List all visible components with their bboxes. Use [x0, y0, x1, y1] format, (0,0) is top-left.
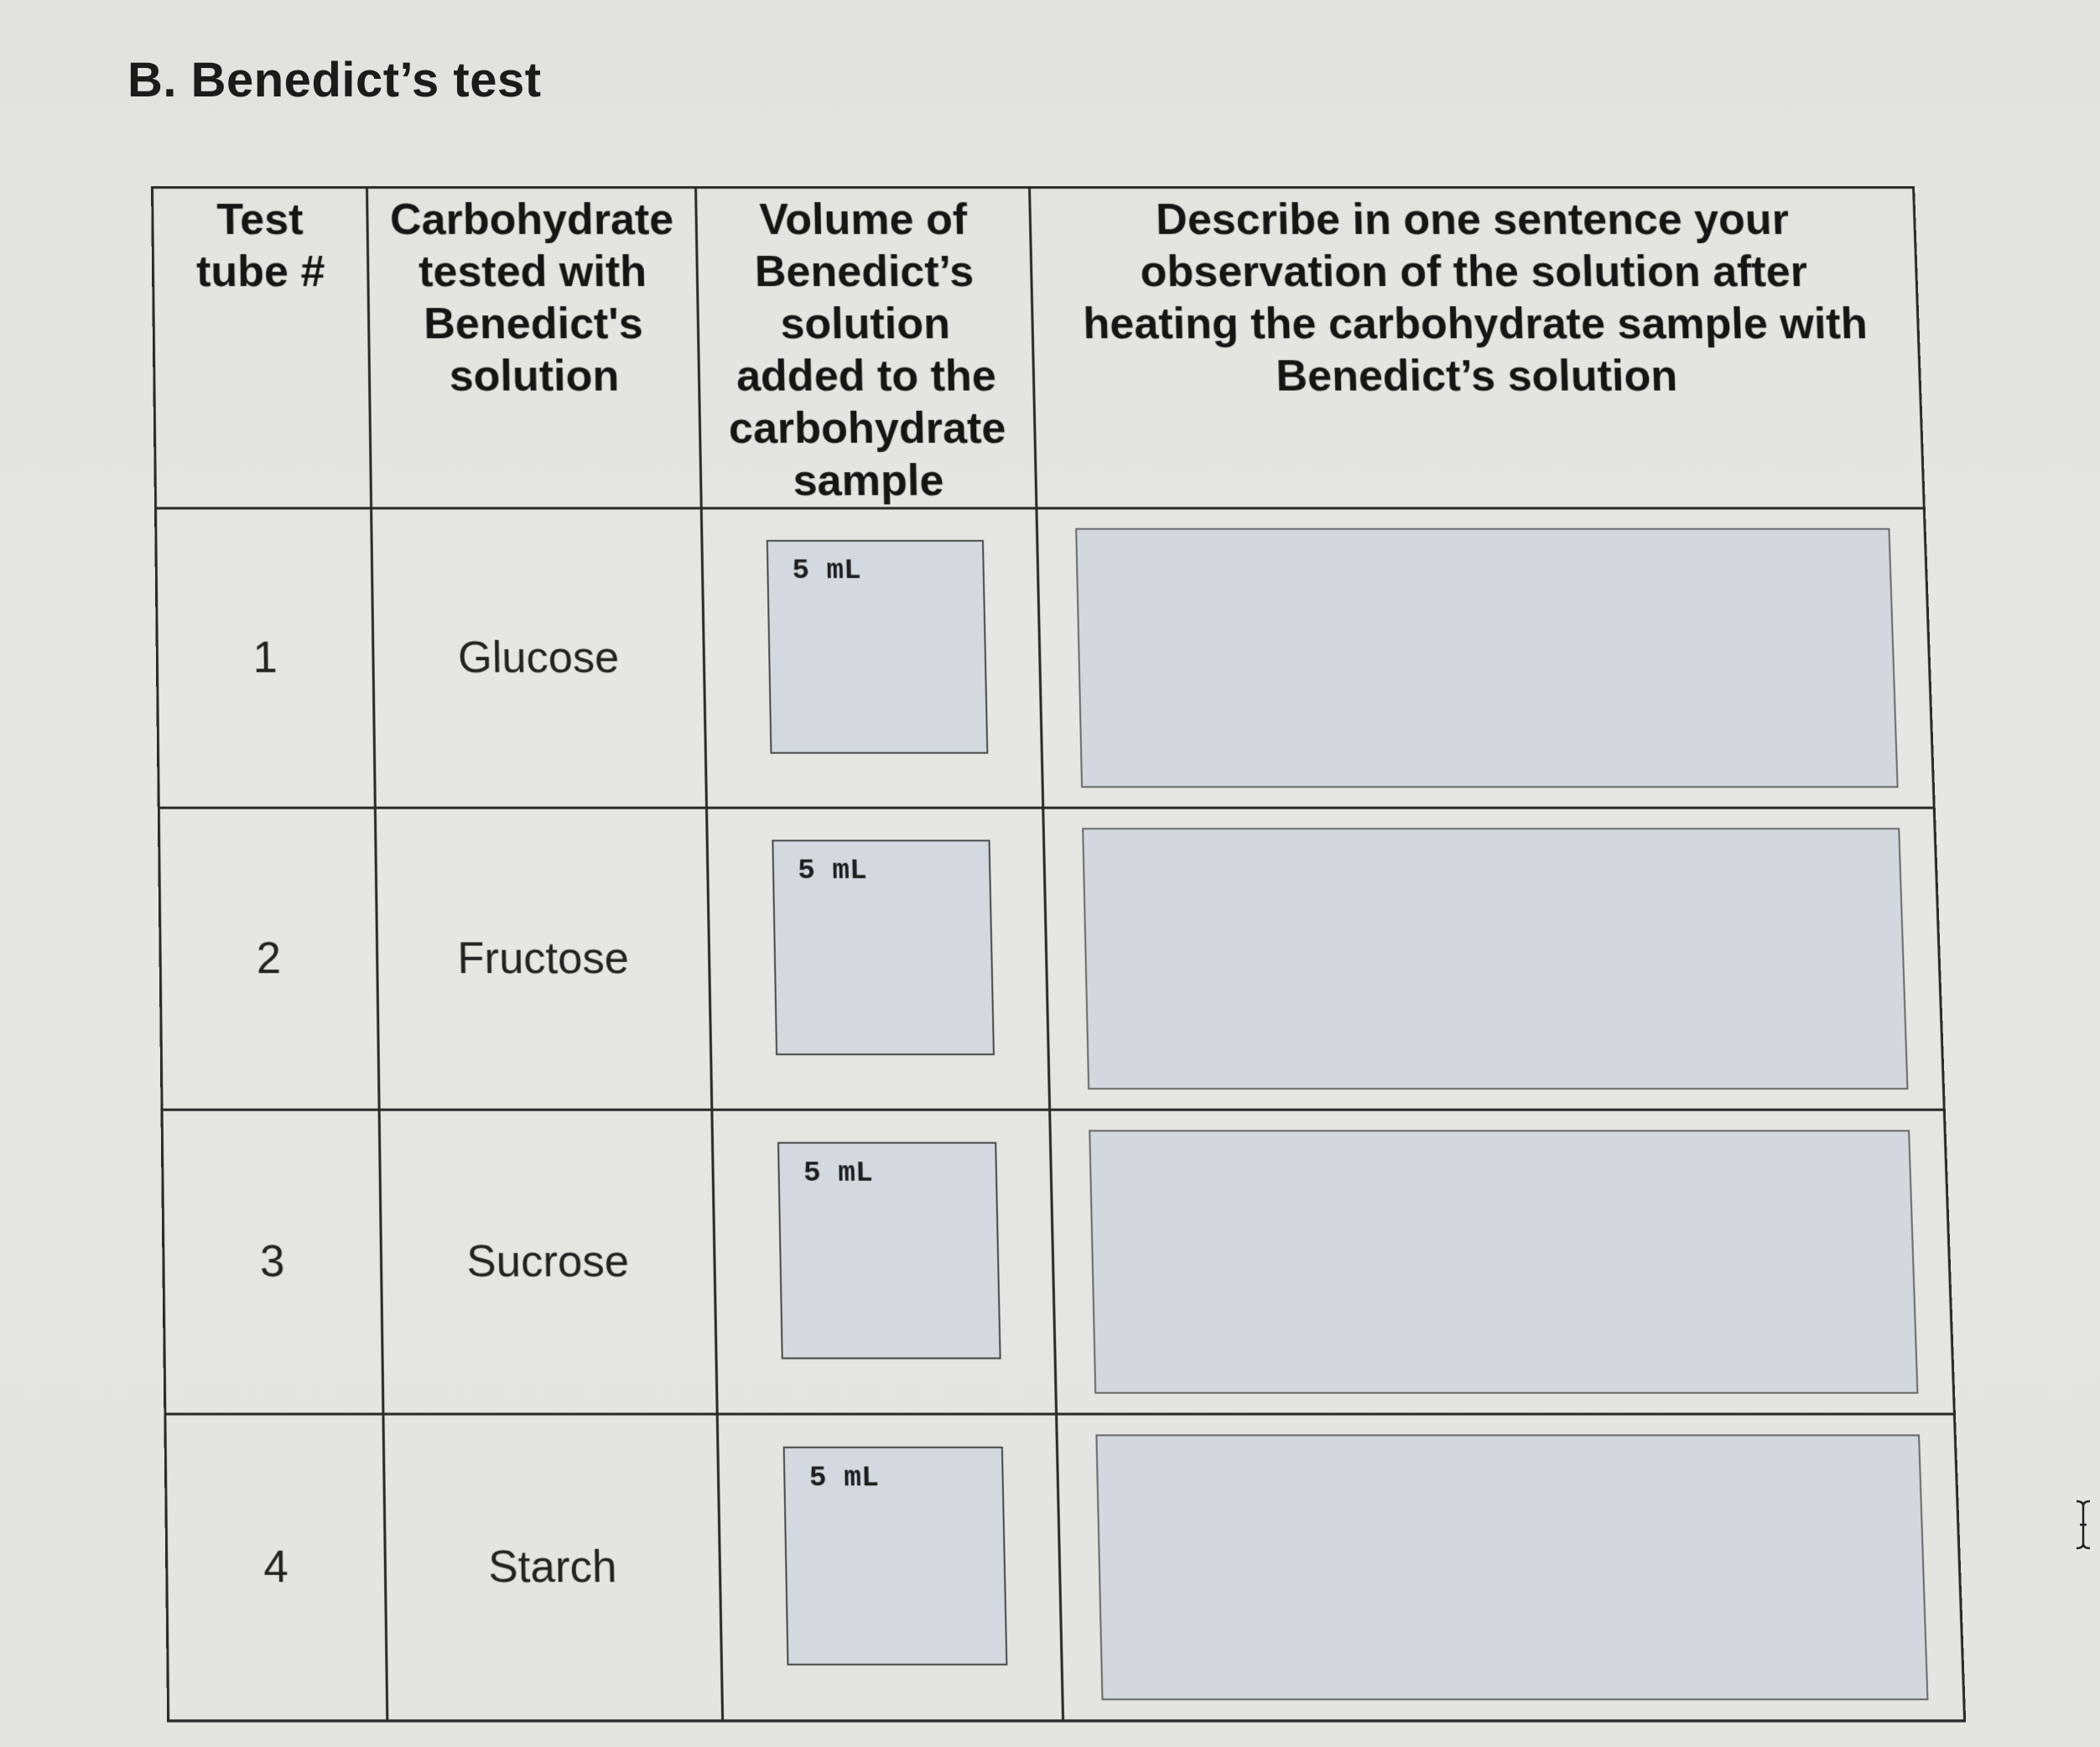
table-row — [159, 808, 1944, 1110]
carbohydrate-cell — [372, 508, 707, 808]
tube-number: 4 — [262, 1542, 289, 1593]
observation-field[interactable] — [1089, 1130, 1918, 1394]
observation-cell — [1037, 508, 1934, 808]
carbohydrate-name: Sucrose — [466, 1236, 630, 1287]
volume-field[interactable] — [783, 1447, 1008, 1666]
volume-field[interactable] — [767, 540, 989, 754]
carbohydrate-name: Fructose — [457, 933, 630, 984]
worksheet-table-container — [151, 186, 1962, 1703]
volume-cell — [717, 1414, 1063, 1721]
table-row — [156, 508, 1935, 808]
table-row — [165, 1414, 1965, 1721]
carbohydrate-name: Starch — [487, 1542, 617, 1593]
carbohydrate-cell — [375, 808, 711, 1110]
header-test-tube-label: Test tube # — [195, 195, 325, 297]
volume-field[interactable] — [772, 840, 995, 1055]
benedicts-test-table — [151, 186, 1966, 1722]
tube-number: 3 — [259, 1236, 285, 1287]
table-header-row — [153, 187, 1925, 507]
header-observation — [1030, 187, 1925, 507]
observation-field[interactable] — [1075, 528, 1899, 788]
carbohydrate-cell — [379, 1110, 717, 1414]
text-cursor-icon — [2075, 1500, 2092, 1550]
tube-number-cell — [165, 1414, 387, 1721]
volume-value: 5 mL — [792, 554, 862, 588]
carbohydrate-cell — [383, 1414, 723, 1721]
header-carbohydrate-label: Carbohydrate tested with Benedict's solution — [389, 195, 674, 401]
volume-value: 5 mL — [797, 855, 868, 888]
tube-number: 2 — [256, 933, 282, 984]
volume-value: 5 mL — [803, 1157, 874, 1191]
observation-field[interactable] — [1095, 1434, 1928, 1700]
volume-cell — [707, 808, 1050, 1110]
header-volume — [696, 187, 1037, 507]
header-volume-label: Volume of Benedict’s solution added to the carbohydrate sample — [728, 195, 1007, 506]
observation-field[interactable] — [1082, 828, 1908, 1089]
header-observation-label: Describe in one sentence your observation of the solution after heating the carbohydrate sample with Benedict’s solution — [1082, 195, 1869, 401]
carbohydrate-name: Glucose — [457, 632, 620, 683]
tube-number: 1 — [252, 632, 278, 683]
header-test-tube — [153, 187, 372, 507]
tube-number-cell — [162, 1110, 383, 1414]
volume-cell — [701, 508, 1042, 808]
tube-number-cell — [159, 808, 379, 1110]
page-title: B. Benedict’s test — [127, 53, 542, 107]
tube-number-cell — [156, 508, 376, 808]
table-row — [162, 1110, 1954, 1414]
volume-cell — [712, 1110, 1057, 1414]
observation-cell — [1057, 1414, 1965, 1721]
observation-cell — [1050, 1110, 1955, 1414]
volume-field[interactable] — [777, 1142, 1001, 1360]
observation-cell — [1043, 808, 1945, 1110]
volume-value: 5 mL — [808, 1462, 880, 1495]
header-carbohydrate — [367, 187, 702, 507]
